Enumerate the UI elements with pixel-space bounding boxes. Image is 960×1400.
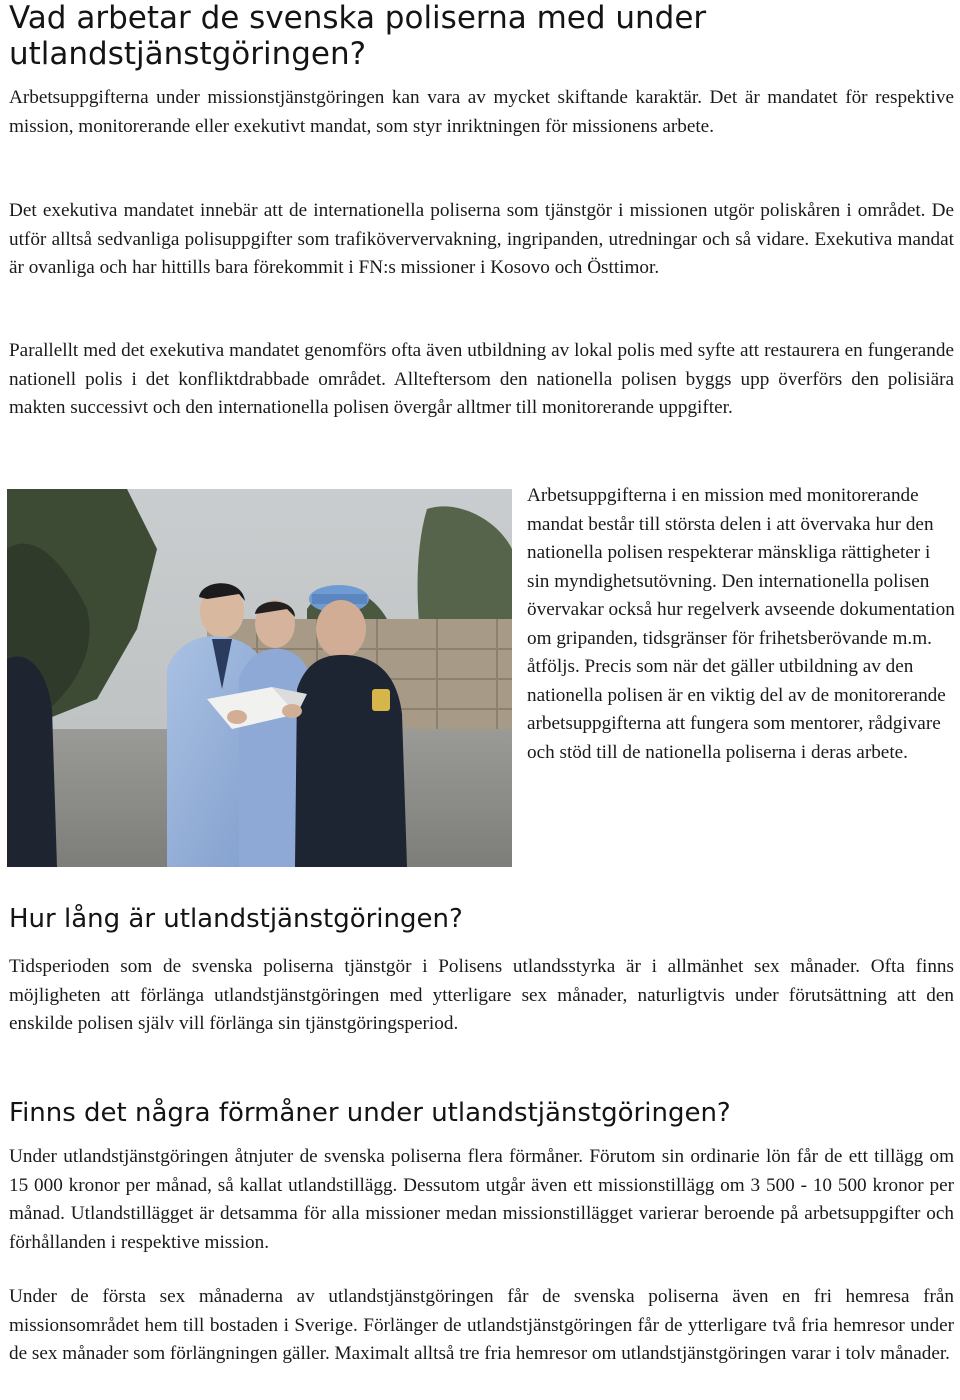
executive-mandate-section bbox=[9, 197, 954, 283]
paragraph-benefits-allowances: Under utlandstjänstgöringen åtnjuter de svenska poliserna flera förmåner. Förutom sin ordinarie lön får de ett tillägg om 15 000 kronor per månad, så kallat utlandstillägg. Dessutom utgår även ett missionstillägg om 3 500 - 10 500 kronor per månad. Utlandstillägget är detsamma för alla missioner medan missionstillägget varierar beroende på arbetsuppgifter och förhållanden i respektive mission. bbox=[9, 1146, 954, 1253]
paragraph-duration: Tidsperioden som de svenska poliserna tjänstgör i Polisens utlandsstyrka är i allmänhet sex månader. Ofta finns möjligheten att förlänga utlandstjänstgöringen med ytterligare sex månader, naturligtvis under förutsättning att den enskilde polisen själv vill förlänga sin tjänstgöringsperiod. bbox=[9, 956, 954, 1035]
police-officers-photo bbox=[7, 489, 512, 867]
paragraph-monitoring-mandate: Arbetsuppgifterna i en mission med monitorerande mandat består till största delen i att övervaka hur den nationella polisen respekterar mänskliga rättigheter i sin myndighetsutövning. Den internationella polisen övervakar också hur regelverk avseende dokumentation om gripanden, tidsgränser för frihetsberövande m.m. åtföljs. Precis som när det gäller utbildning av den nationella polisen är en viktig del av de monitorerande arbetsuppgifterna att fungera som mentorer, rådgivare och stöd till de nationella poliserna i deras arbete. bbox=[527, 485, 955, 763]
paragraph-local-police-training: Parallellt med det exekutiva mandatet genomförs ofta även utbildning av lokal polis med syfte att restaurera en fungerande nationell polis i det konfliktdrabbade området. Allteftersom den nationella polisen byggs upp överförs den polisiära makten successivt och den internationella polisen övergår alltmer till monitorerande uppgifter. bbox=[9, 340, 954, 419]
home-trips-section bbox=[9, 1283, 954, 1369]
duration-section bbox=[9, 953, 954, 1039]
paragraph-mission-tasks: Arbetsuppgifterna under missionstjänstgöringen kan vara av mycket skiftande karaktär. Det är mandatet för respektive mission, monitorerande eller exekutivt mandat, som styr inriktningen för missionens arbete. bbox=[9, 87, 954, 137]
section-heading-duration: Hur lång är utlandstjänstgöringen? bbox=[9, 904, 463, 934]
paragraph-executive-mandate: Det exekutiva mandatet innebär att de internationella poliserna som tjänstgör i missionen utgör poliskåren i området. De utför alltså sedvanliga polisuppgifter som trafiköververvakning, ingripanden, utredningar och så vidare. Exekutiva mandat är ovanliga och har hittills bara förekommit i FN:s missioner i Kosovo och Östtimor. bbox=[9, 200, 954, 279]
section-heading-benefits: Finns det några förmåner under utlandstjänstgöringen? bbox=[9, 1098, 731, 1128]
intro-paragraph bbox=[9, 84, 954, 141]
benefits-section bbox=[9, 1143, 954, 1257]
training-section bbox=[9, 337, 954, 423]
monitoring-mandate-sidebar bbox=[527, 482, 957, 767]
page-title: Vad arbetar de svenska poliserna med under utlandstjänstgöringen? bbox=[9, 0, 707, 72]
paragraph-home-trips: Under de första sex månaderna av utlandstjänstgöringen får de svenska poliserna även en fri hemresa från missionsområdet hem till bostaden i Sverige. Förlänger de utlandstjänstgöringen får de ytterligare två fria hemresor under de sex månader som förlängningen gäller. Maximalt alltså tre fria hemresor om utlandstjänstgöringen varar i tolv månader. bbox=[9, 1286, 954, 1365]
